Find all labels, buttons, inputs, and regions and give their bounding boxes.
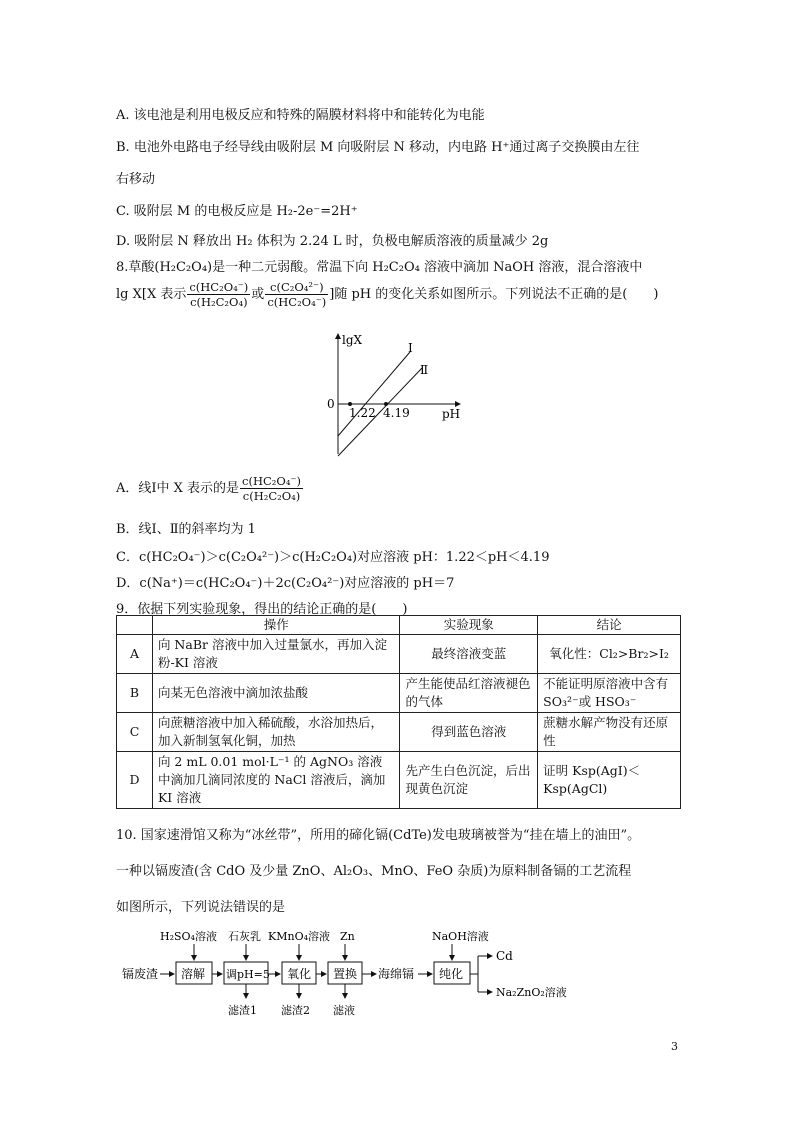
row-conclusion: 证明 Ksp(AgI)＜Ksp(AgCl) — [538, 752, 681, 809]
table-row — [117, 674, 681, 713]
graph-line-2-label: Ⅱ — [420, 363, 429, 377]
row-operation: 向 NaBr 溶液中加入过量氯水，再加入淀粉-KI 溶液 — [152, 635, 399, 674]
q8-option-a — [116, 474, 304, 503]
flow-step-1: 溶解 — [181, 967, 206, 981]
flow-reagent-2: 石灰乳 — [228, 930, 261, 943]
q9-stem: 9．依据下列实验现象，得出的结论正确的是( ) — [116, 602, 408, 617]
table-row — [117, 752, 681, 809]
q8-option-b: B．线Ⅰ、Ⅱ的斜率均为 1 — [116, 522, 256, 537]
q8-option-a-den: c(H₂C₂O₄) — [242, 489, 301, 503]
row-conclusion: 不能证明原溶液中含有 SO₃²⁻或 HSO₃⁻ — [538, 674, 681, 713]
q8-stem-line1: 8.草酸(H₂C₂O₄)是一种二元弱酸。常温下向 H₂C₂O₄ 溶液中滴加 NaOH 溶液，混合溶液中 — [116, 260, 643, 275]
flow-reagent-1: H₂SO₄溶液 — [160, 930, 217, 943]
row-phenomenon: 先产生白色沉淀，后出现黄色沉淀 — [400, 752, 538, 809]
row-label: B — [117, 674, 153, 713]
q8-fraction-1 — [187, 280, 250, 309]
header-conclusion: 结论 — [538, 616, 681, 635]
flow-step-2: 调pH=5 — [226, 968, 270, 981]
q8-option-d: D．c(Na⁺)＝c(HC₂O₄⁻)＋2c(C₂O₄²⁻)对应溶液的 pH＝7 — [116, 576, 455, 591]
header-phenomenon: 实验现象 — [400, 616, 538, 635]
flow-mid-product: 海绵镉 — [378, 967, 415, 981]
flow-reagent-5: NaOH溶液 — [432, 930, 489, 943]
row-phenomenon: 最终溶液变蓝 — [400, 635, 538, 674]
header-operation: 操作 — [152, 616, 399, 635]
q8-or: 或 — [251, 287, 265, 302]
q7-option-a: A. 该电池是利用电极反应和特殊的隔膜材料将中和能转化为电能 — [116, 108, 485, 123]
row-phenomenon: 产生能使品红溶液褪色的气体 — [400, 674, 538, 713]
row-operation: 向某无色溶液中滴加浓盐酸 — [152, 674, 399, 713]
flow-reagent-4: Zn — [340, 930, 355, 943]
row-label: D — [117, 752, 153, 809]
q8-option-a-prefix: A．线Ⅰ中 X 表示的是 — [116, 481, 240, 496]
graph-origin: 0 — [327, 397, 335, 411]
q8-option-c: C．c(HC₂O₄⁻)＞c(C₂O₄²⁻)＞c(H₂C₂O₄)对应溶液 pH：1.22＜pH＜4.19 — [116, 550, 550, 565]
q8-option-a-num: c(HC₂O₄⁻) — [242, 474, 302, 488]
row-label: C — [117, 713, 153, 752]
q8-option-a-fraction — [240, 474, 303, 503]
graph-tick-1: 1.22 — [349, 406, 376, 420]
q8-stem-prefix: lg X[X 表示 — [116, 287, 187, 302]
row-label: A — [117, 635, 153, 674]
row-phenomenon: 得到蓝色溶液 — [400, 713, 538, 752]
q10-stem-line3: 如图所示，下列说法错误的是 — [116, 900, 286, 915]
q7-option-d: D. 吸附层 N 释放出 H₂ 体积为 2.24 L 时，负极电解质溶液的质量减少 2g — [116, 234, 549, 249]
flow-reagent-3: KMnO₄溶液 — [268, 930, 330, 943]
flow-residue-1: 滤渣1 — [228, 1004, 257, 1017]
flow-step-4: 置换 — [333, 967, 358, 981]
table-row — [117, 713, 681, 752]
flow-output-1: Cd — [496, 949, 513, 963]
flow-residue-2: 滤渣2 — [281, 1004, 310, 1017]
row-operation: 向蔗糖溶液中加入稀硫酸，水浴加热后，加入新制氢氧化铜，加热 — [152, 713, 399, 752]
line-I — [338, 352, 410, 436]
q7-option-b-line1: B. 电池外电路电子经导线由吸附层 M 向吸附层 N 移动，内电路 H⁺通过离子交换膜由左往 — [116, 140, 640, 155]
graph-line-1-label: Ⅰ — [408, 341, 413, 355]
q8-fraction-1-num: c(HC₂O₄⁻) — [189, 280, 249, 294]
row-conclusion: 蔗糖水解产物没有还原性 — [538, 713, 681, 752]
graph-xlabel: pH — [442, 407, 461, 421]
flow-step-3: 氧化 — [287, 967, 312, 981]
q8-fraction-1-den: c(H₂C₂O₄) — [190, 295, 248, 309]
table-row — [117, 635, 681, 674]
header-blank — [117, 616, 153, 635]
q8-fraction-2-num: c(C₂O₄²⁻) — [265, 280, 328, 295]
graph-ylabel: lgX — [342, 333, 363, 347]
q10-stem-line1: 10. 国家速滑馆又称为“冰丝带”，所用的碲化镉(CdTe)发电玻璃被誉为“挂在墙上的油田”。 — [116, 828, 641, 843]
table-header-row — [117, 616, 681, 635]
row-conclusion: 氧化性：Cl₂>Br₂>I₂ — [538, 635, 681, 674]
q8-fraction-2 — [265, 280, 328, 309]
flow-residue-3: 滤液 — [333, 1004, 355, 1017]
flow-output-2: Na₂ZnO₂溶液 — [496, 986, 567, 999]
row-operation: 向 2 mL 0.01 mol·L⁻¹ 的 AgNO₃ 溶液中滴加几滴同浓度的 NaCl 溶液后，滴加 KI 溶液 — [152, 752, 399, 809]
graph-tick-2: 4.19 — [383, 406, 410, 420]
flow-start: 镉废渣 — [122, 967, 159, 981]
q8-fraction-2-den: c(HC₂O₄⁻) — [267, 295, 327, 309]
q7-option-b-line2: 右移动 — [116, 172, 156, 187]
q8-graph — [320, 328, 470, 458]
page-number: 3 — [671, 1040, 678, 1053]
q10-stem-line2: 一种以镉废渣(含 CdO 及少量 ZnO、Al₂O₃、MnO、FeO 杂质)为原料制备镉的工艺流程 — [116, 864, 632, 879]
q7-option-c: C. 吸附层 M 的电极反应是 H₂-2e⁻=2H⁺ — [116, 204, 358, 219]
q8-stem-suffix: ]随 pH 的变化关系如图所示。下列说法不正确的是( ) — [329, 287, 659, 302]
flow-step-5: 纯化 — [439, 967, 464, 981]
q9-experiment-table — [116, 615, 681, 809]
q8-stem-line2 — [116, 280, 658, 309]
q10-process-flow — [116, 926, 596, 1022]
